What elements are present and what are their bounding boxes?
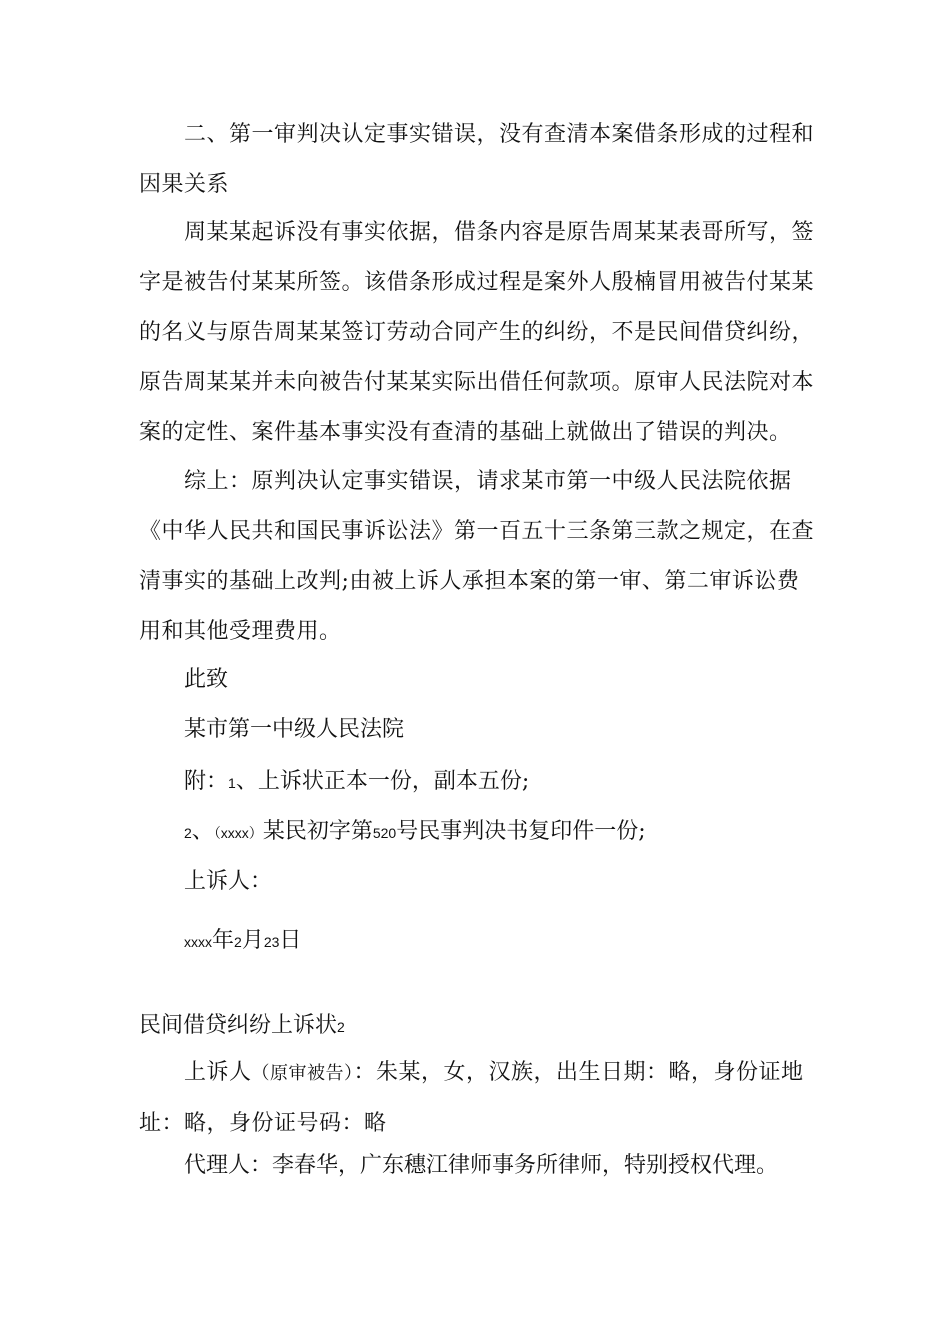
appellant-2-details: ：朱某，女，汉族，出生日期：略，身份证地址：略，身份证号码：略 xyxy=(139,1060,804,1136)
attachment-2-year: （xxxx） xyxy=(213,825,263,841)
court-name: 某市第一中级人民法院 xyxy=(184,717,405,742)
section-heading-text: 二、第一审判决认定事实错误，没有查清本案借条形成的过程和因果关系 xyxy=(139,122,815,197)
appellant-2-label: 上诉人 xyxy=(184,1060,252,1085)
attachment-1 xyxy=(184,767,529,798)
attachment-2-text-b: 号民事判决书复印件一份; xyxy=(396,819,646,844)
date-year: xxxx xyxy=(184,934,212,950)
date-year-char: 年 xyxy=(212,928,235,953)
attachment-1-number: 1 xyxy=(228,775,236,791)
paragraph-facts-text: 周某某起诉没有事实依据，借条内容是原告周某某表哥所写，签字是被告付某某所签。该借条形成过程是案外人殷楠冒用被告付某某的名义与原告周某某签订劳动合同产生的纠纷，不是民间借贷纠纷，原告周某某并未向被告付某某实际出借任何款项。原审人民法院对本案的定性、案件基本事实没有查清的基础上就做出了错误的判决。 xyxy=(139,220,815,445)
agent-info: 代理人：李春华，广东穗江律师事务所律师，特别授权代理。 xyxy=(184,1153,779,1178)
date-month-char: 月 xyxy=(241,928,264,953)
appellant-signature-label: 上诉人： xyxy=(184,869,273,894)
attachment-2-case-number: 520 xyxy=(372,825,397,841)
section-title-2-text: 民间借贷纠纷上诉状 xyxy=(139,1013,338,1038)
date-day-char: 日 xyxy=(279,928,302,953)
section-title-2-number: 2 xyxy=(337,1019,345,1035)
attachment-2-number: 2 xyxy=(184,825,192,841)
section-title-2 xyxy=(139,1011,345,1042)
appellant-2-role: （原审被告） xyxy=(251,1063,354,1084)
attachment-2-separator: 、 xyxy=(191,819,214,844)
attachment-prefix: 附： xyxy=(184,769,229,794)
date-month: 2 xyxy=(234,934,242,950)
section-heading xyxy=(139,110,814,210)
salutation: 此致 xyxy=(184,667,229,692)
signature-date xyxy=(184,926,301,957)
attachment-1-text: 、上诉状正本一份，副本五份; xyxy=(235,769,530,794)
attachment-2-text-a: 某民初字第 xyxy=(262,819,373,844)
paragraph-facts xyxy=(139,208,814,458)
appellant-2-info xyxy=(139,1048,814,1149)
attachment-2 xyxy=(184,817,646,848)
date-day: 23 xyxy=(263,934,280,950)
appellant-2-info-text xyxy=(139,1048,814,1149)
paragraph-conclusion-text: 综上：原判决认定事实错误，请求某市第一中级人民法院依据《中华人民共和国民事诉讼法》第一百五十三条第三款之规定，在查清事实的基础上改判;由被上诉人承担本案的第一审、第二审诉讼费用和其他受理费用。 xyxy=(139,469,815,644)
paragraph-conclusion xyxy=(139,457,814,657)
